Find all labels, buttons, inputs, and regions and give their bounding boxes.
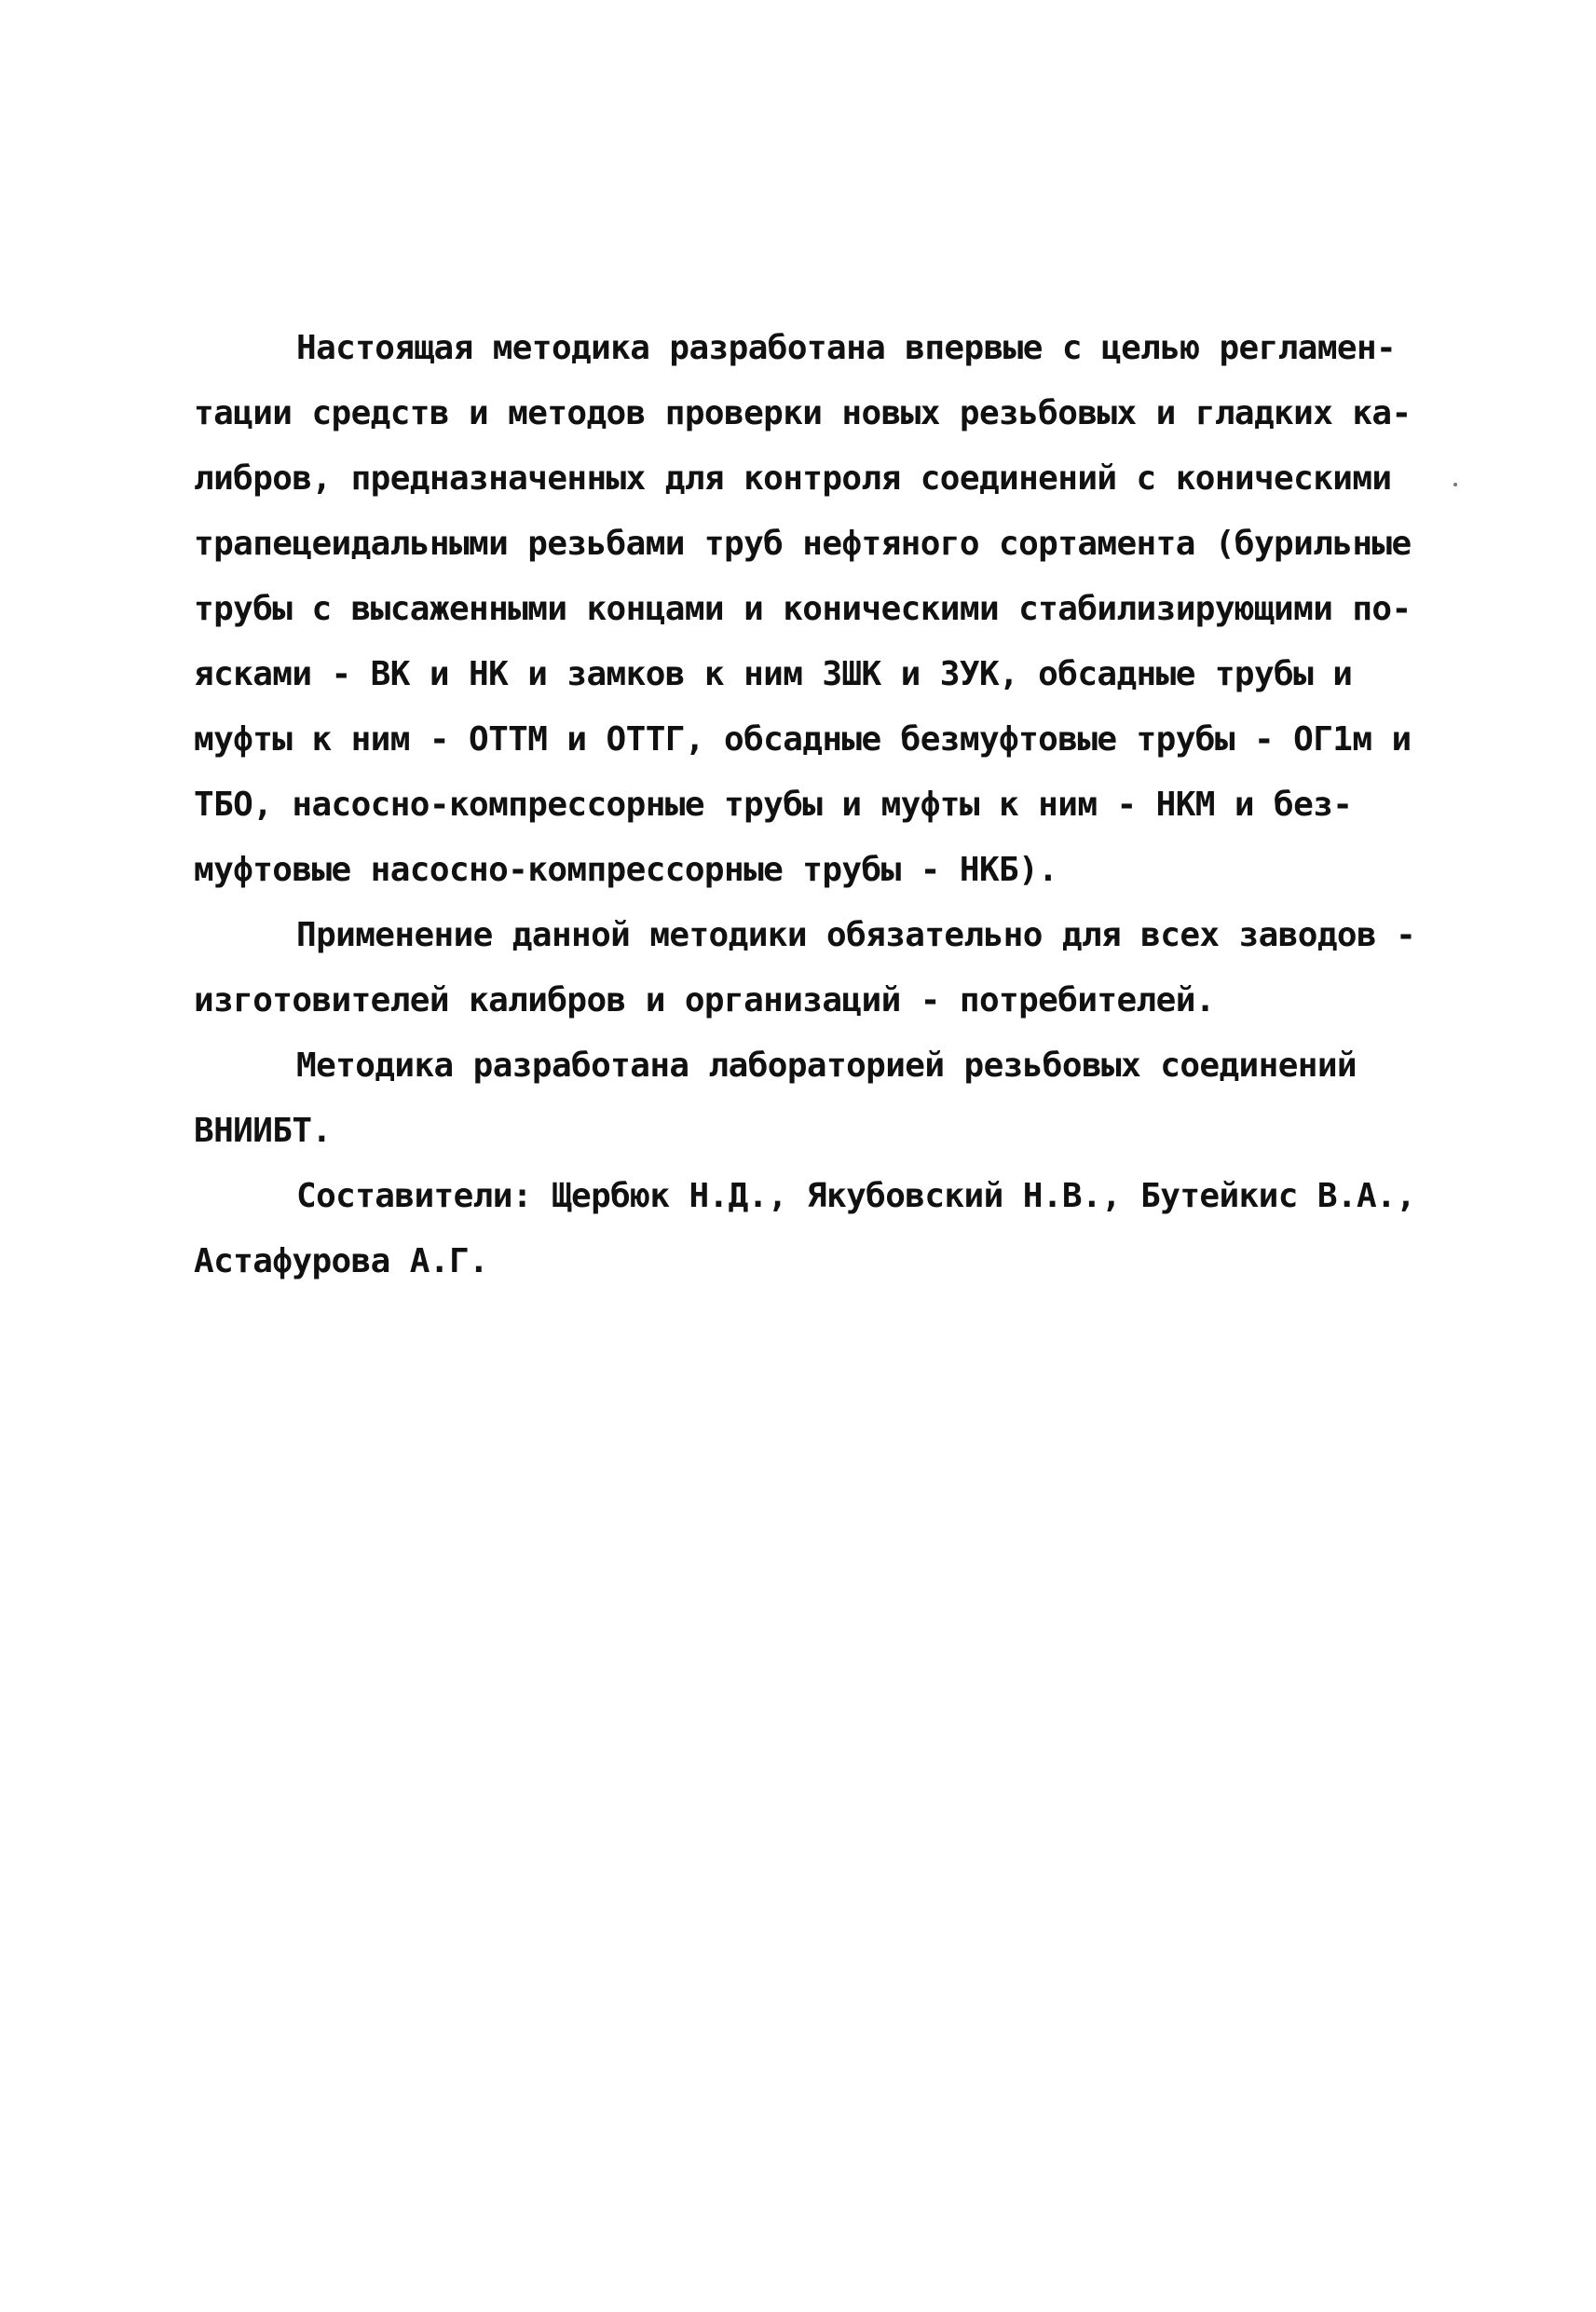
paragraph-1-line-3: либров, предназначенных для контроля соединений с коническими bbox=[194, 459, 1392, 498]
paragraph-3-line-2: ВНИИБТ. bbox=[194, 1112, 332, 1150]
paragraph-1-line-1: Настоящая методика разработана впервые с целью регламен- bbox=[296, 329, 1397, 367]
paragraph-1-line-9: муфтовые насосно-компрессорные трубы - НКБ). bbox=[194, 851, 1058, 889]
paragraph-1-line-5: трубы с высаженными концами и коническими стабилизирующими по- bbox=[194, 590, 1412, 628]
paragraph-2-line-1: Применение данной методики обязательно для всех заводов - bbox=[296, 916, 1416, 954]
paragraph-3-line-1: Методика разработана лабораторией резьбовых соединений bbox=[296, 1047, 1357, 1085]
paragraph-4-line-2: Астафурова А.Г. bbox=[194, 1242, 489, 1280]
paragraph-1-line-8: ТБО, насосно-компрессорные трубы и муфты к ним - НКМ и без- bbox=[194, 786, 1353, 824]
scan-speck bbox=[1453, 483, 1457, 486]
paragraph-1-line-2: тации средств и методов проверки новых резьбовых и гладких ка- bbox=[194, 394, 1412, 432]
paragraph-4-line-1: Составители: Щербюк Н.Д., Якубовский Н.В., Бутейкис В.А., bbox=[296, 1177, 1416, 1215]
paragraph-1-line-7: муфты к ним - ОТТМ и ОТТГ, обсадные безмуфтовые трубы - ОГ1м и bbox=[194, 720, 1412, 759]
paragraph-1-line-4: трапецеидальными резьбами труб нефтяного сортамента (бурильные bbox=[194, 525, 1412, 563]
paragraph-1-line-6: ясками - ВК и НК и замков к ним ЗШК и ЗУК, обсадные трубы и bbox=[194, 655, 1353, 693]
paragraph-2-line-2: изготовителей калибров и организаций - потребителей. bbox=[194, 981, 1215, 1019]
